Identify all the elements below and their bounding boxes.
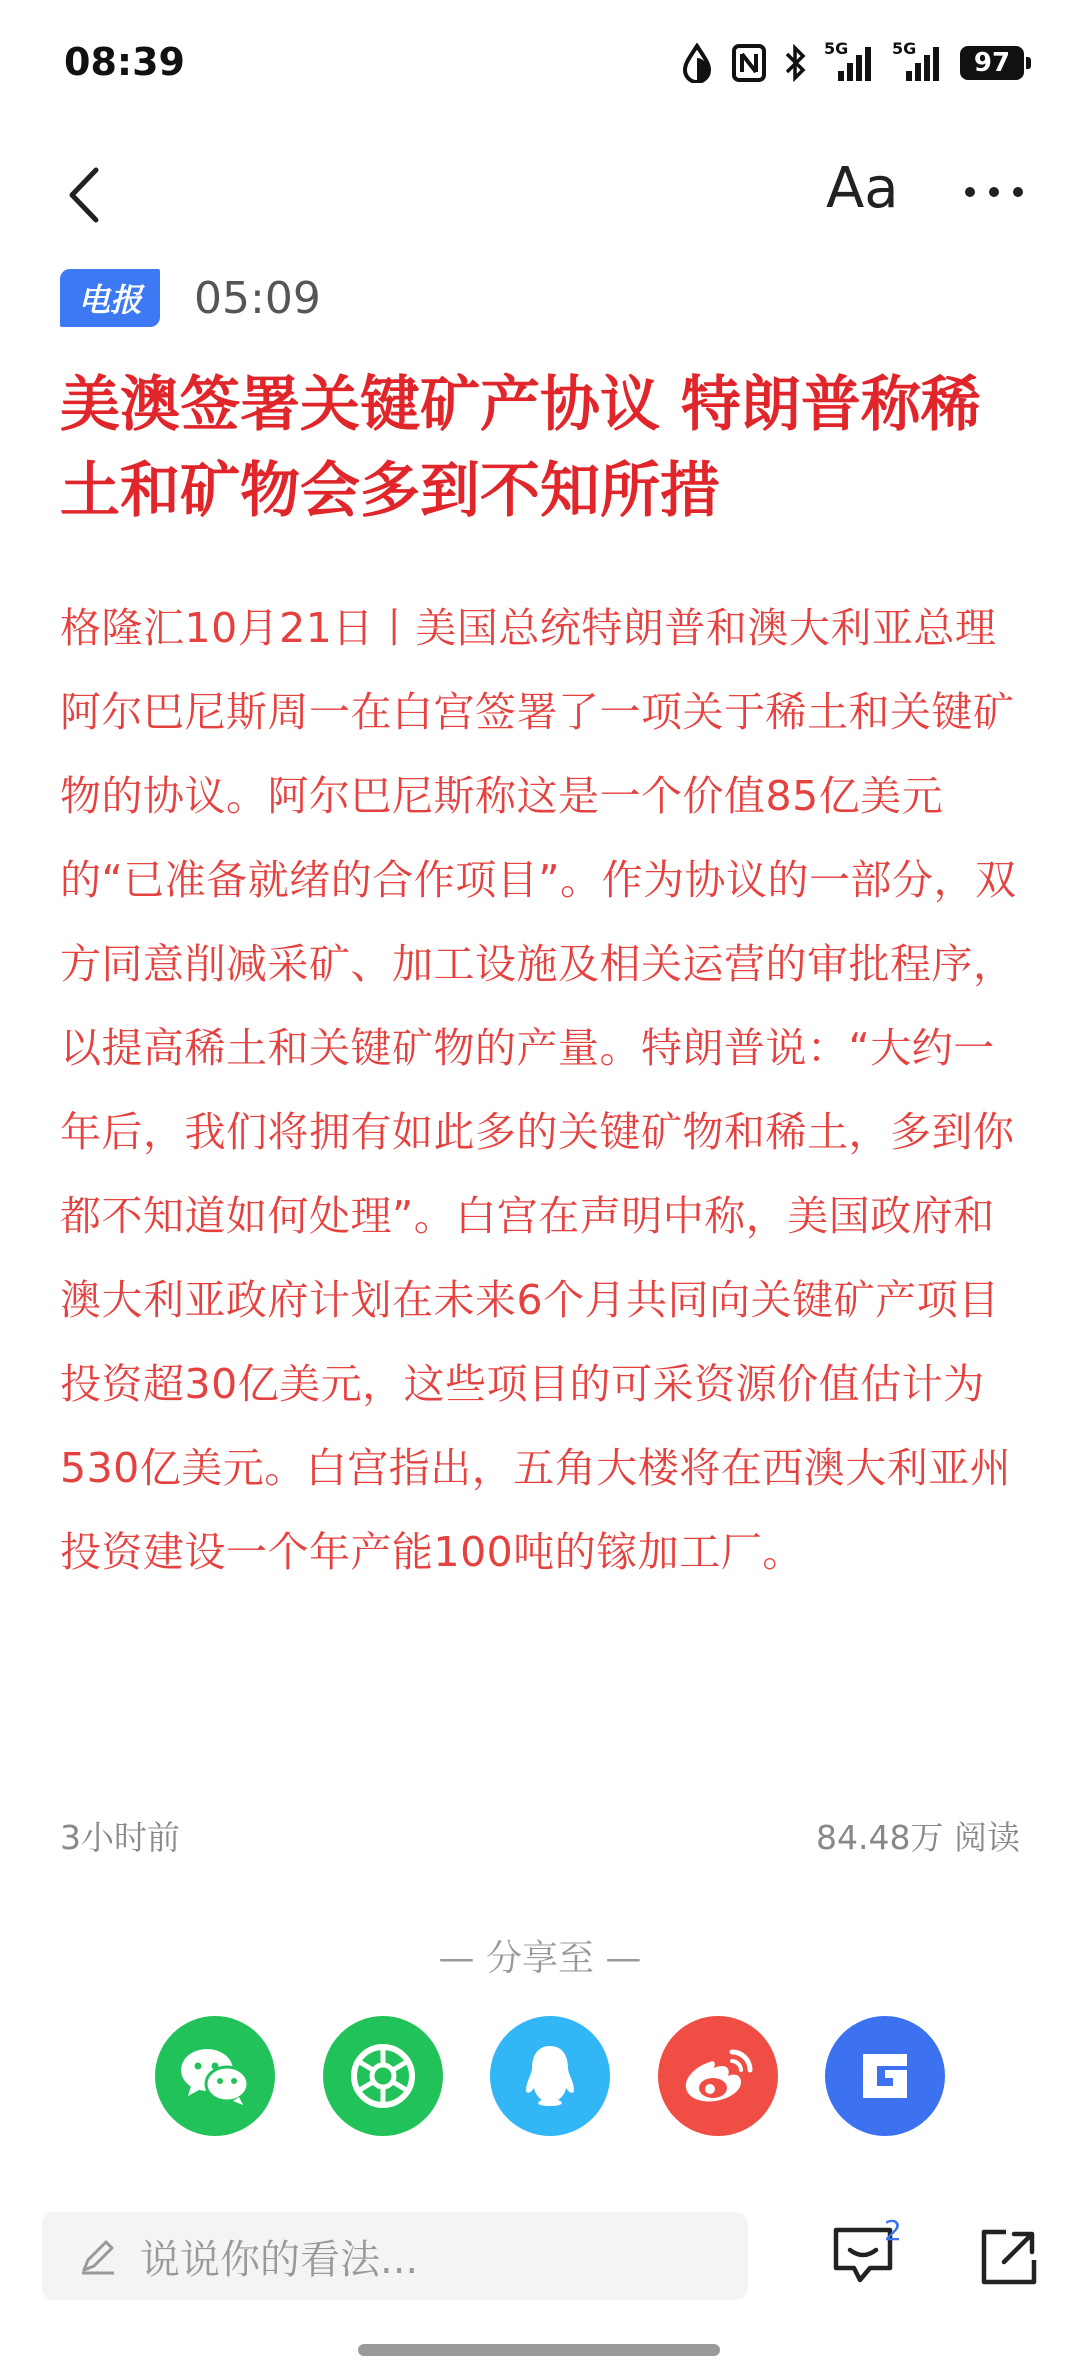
article-headline: 美澳签署关键矿产协议 特朗普称稀土和矿物会多到不知所措 (60, 370, 981, 526)
share-button[interactable] (978, 2226, 1040, 2288)
signal-2-label: 5G (892, 39, 917, 58)
back-arrow-icon (56, 160, 116, 230)
signal-1-label: 5G (824, 39, 849, 58)
bottom-action-bar (0, 2200, 1080, 2310)
wechat-icon (177, 2044, 253, 2108)
share-weibo-button[interactable] (658, 2016, 778, 2136)
share-title: — 分享至 — (438, 1938, 642, 1979)
status-icons (680, 40, 1024, 86)
article-body: 格隆汇10月21日丨美国总统特朗普和澳大利亚总理阿尔巴尼斯周一在白宫签署了一项关于稀土和关键矿物的协议。阿尔巴尼斯称这是一个价值85亿美元的“已准备就绪的合作项目”。作为协议的一部分，双方同意削减采矿、加工设施及相关运营的审批程序，以提高稀土和关键矿物的产量。特朗普说：“大约一年后，我们将拥有如此多的关键矿物和稀土，多到你都不知道如何处理”。白宫在声明中称，美国政府和澳大利亚政府计划在未来6个月共同向关键矿产项目投资超30亿美元，这些项目的可采资源价值估计为530亿美元。白宫指出，五角大楼将在西澳大利亚州投资建设一个年产能100吨的镓加工厂。 (60, 604, 1017, 1576)
top-nav (0, 140, 1080, 250)
comment-placeholder: 说说你的看法... (140, 2236, 419, 2283)
share-gx-app-button[interactable] (825, 2016, 945, 2136)
signal-icon-2 (892, 39, 942, 83)
nfc-icon (732, 44, 766, 82)
back-button[interactable] (56, 160, 116, 230)
font-size-button[interactable]: Aa (826, 156, 899, 221)
time-ago: 3小时前 (60, 1818, 180, 1857)
bluetooth-icon (784, 44, 806, 82)
comment-input[interactable] (42, 2212, 748, 2300)
qq-icon (522, 2042, 578, 2110)
share-arrow-icon (978, 2226, 1040, 2288)
moments-icon (348, 2041, 418, 2111)
article-stats (60, 1812, 1020, 1862)
battery-indicator: 97 (960, 46, 1024, 80)
share-wechat-button[interactable] (155, 2016, 275, 2136)
share-qq-button[interactable] (490, 2016, 610, 2136)
category-tag[interactable]: 电报 (60, 269, 160, 327)
article-meta (60, 268, 321, 328)
more-dots-icon (962, 180, 1026, 204)
status-bar (0, 0, 1080, 120)
home-indicator[interactable] (358, 2344, 720, 2356)
gx-app-icon (853, 2044, 917, 2108)
comment-count: 2 (884, 2214, 902, 2247)
read-count: 84.48万 阅读 (816, 1818, 1020, 1857)
signal-icon-1 (824, 39, 874, 83)
data-saver-icon (680, 43, 714, 83)
more-options-button[interactable] (962, 180, 1026, 204)
weibo-icon (680, 2044, 756, 2108)
status-time: 08:39 (64, 40, 185, 84)
pen-icon (78, 2236, 118, 2276)
share-moments-button[interactable] (323, 2016, 443, 2136)
post-time: 05:09 (194, 272, 321, 324)
share-targets (155, 2016, 945, 2140)
